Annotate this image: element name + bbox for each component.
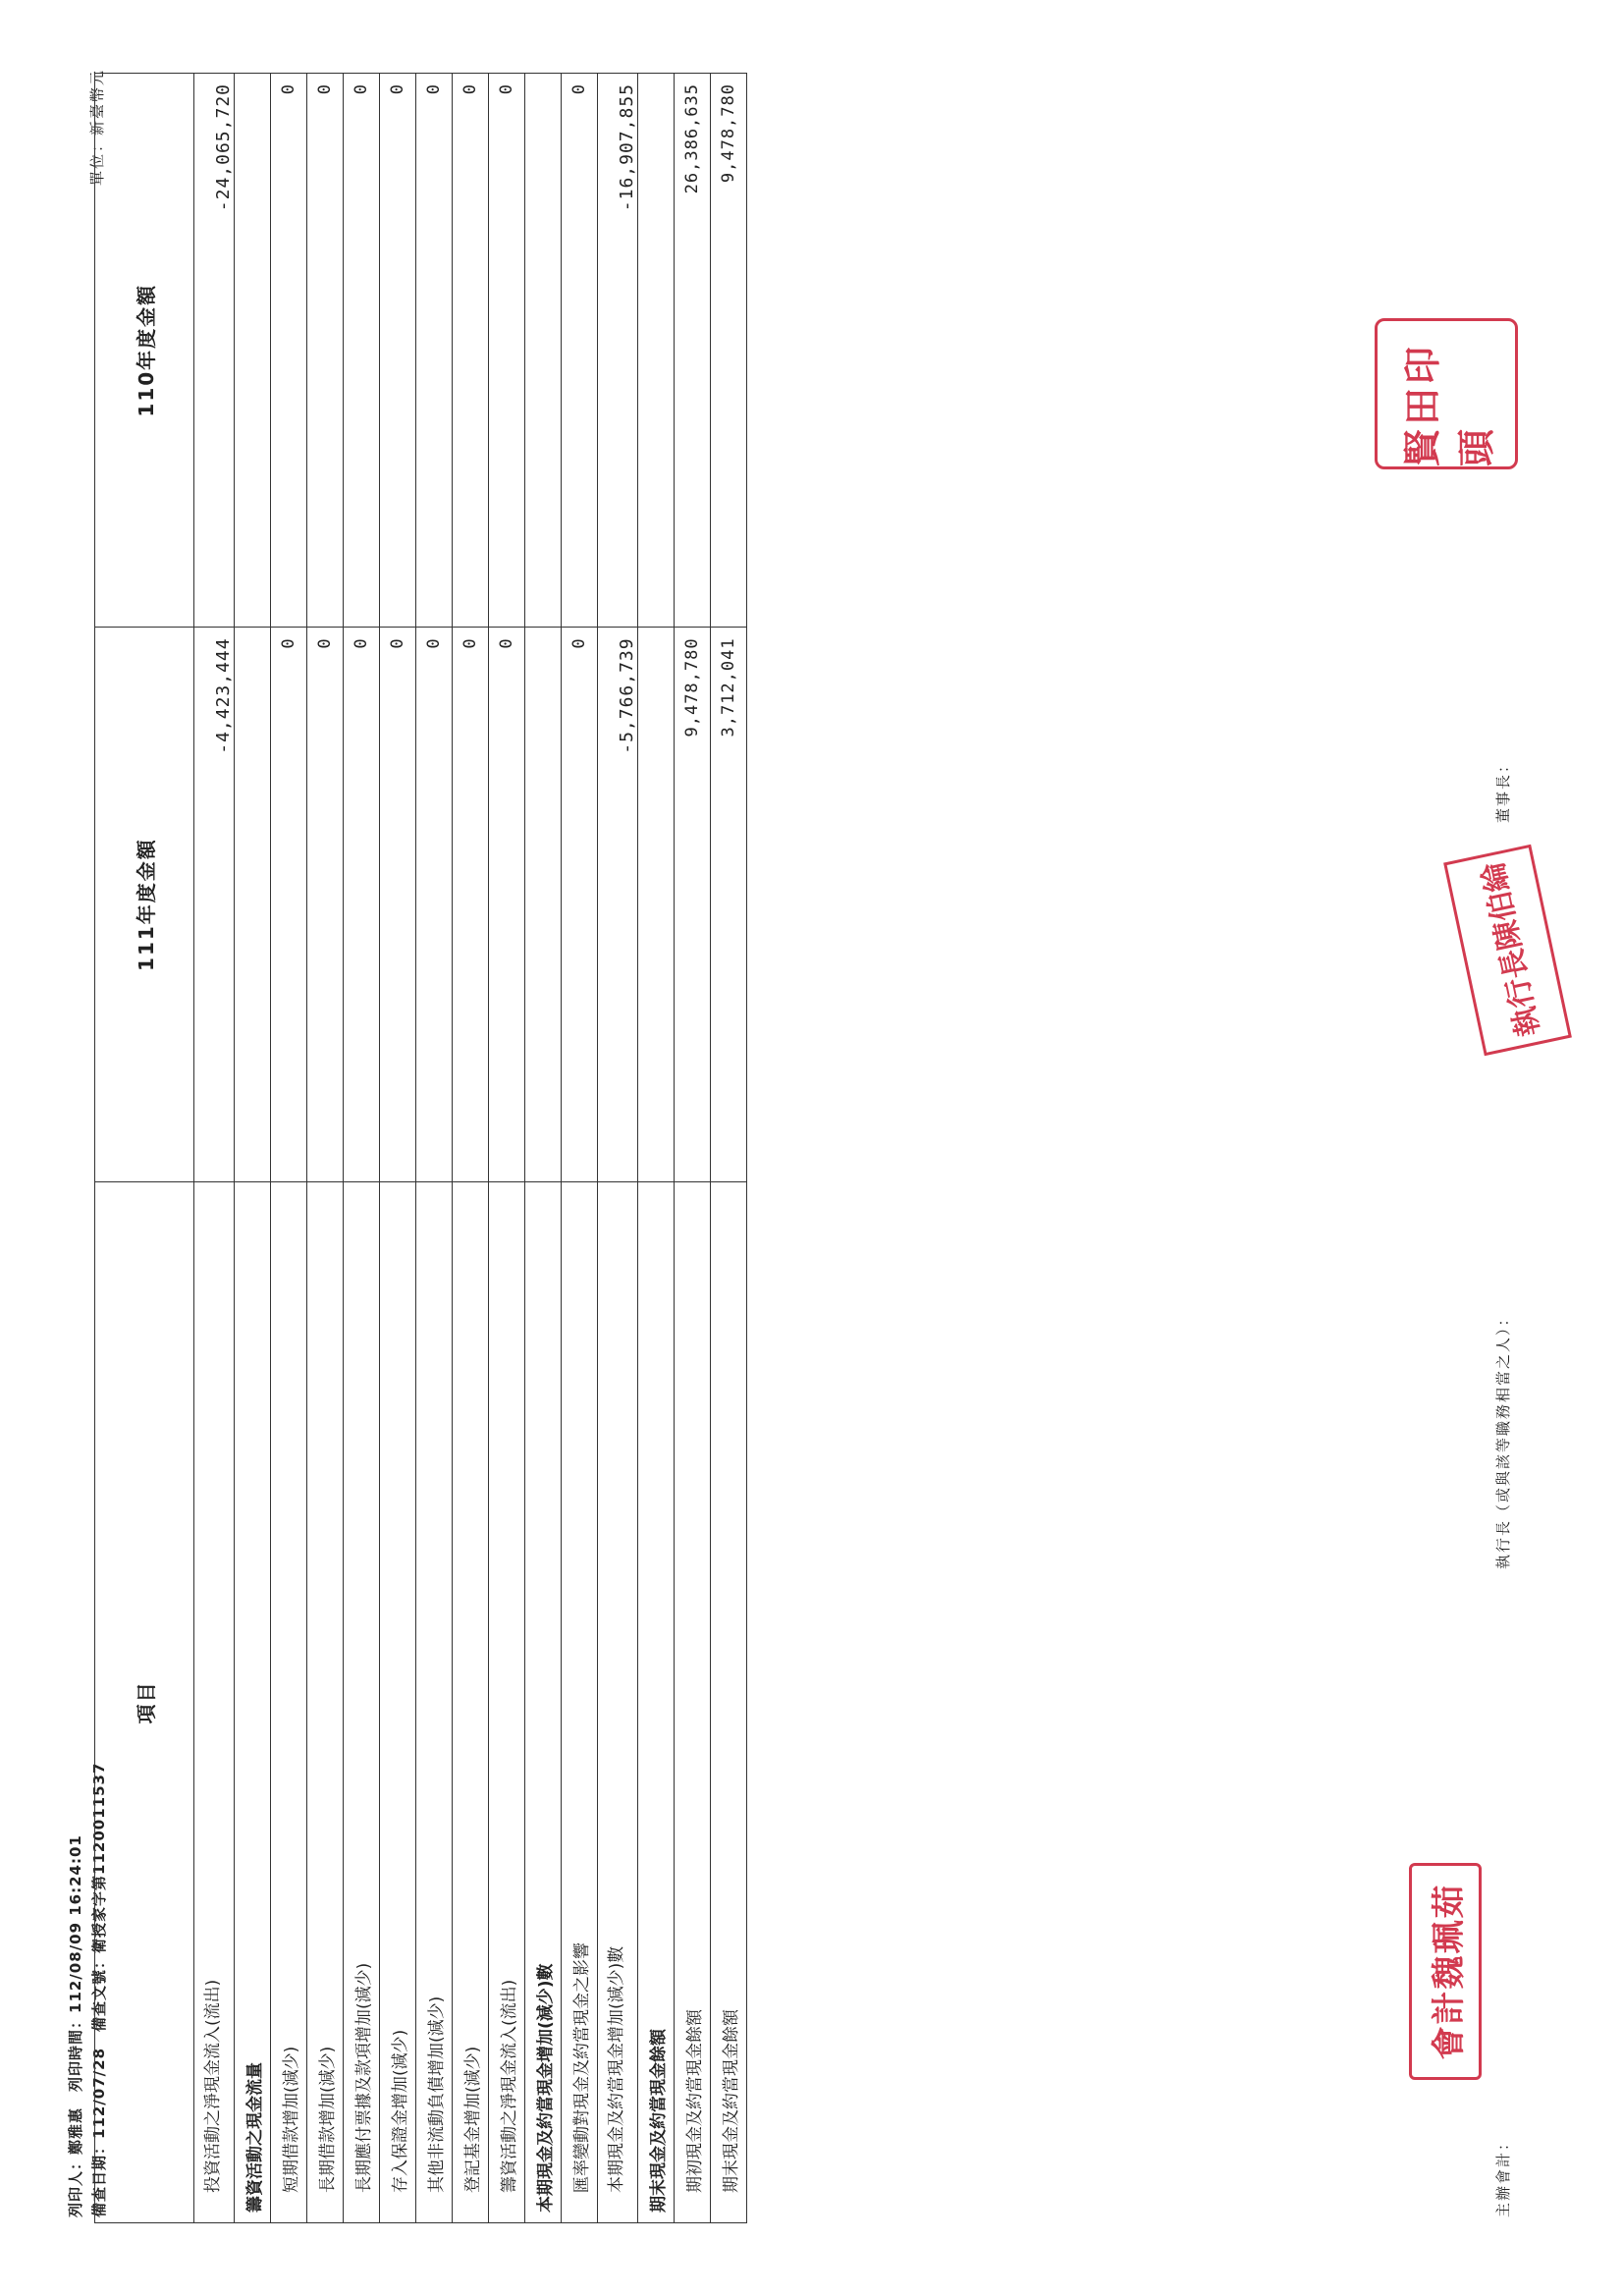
table-row (525, 74, 562, 2223)
row-value-111: -4,423,444 (194, 628, 235, 1181)
chairman-signature-label: 董事長： (1494, 755, 1512, 823)
row-value-110: -16,907,855 (598, 74, 638, 628)
row-value-110 (525, 74, 562, 628)
row-label: 短期借款增加(減少) (271, 1181, 307, 2222)
filing-info: 備查日期：112/07/28 備查文號：衛授家字第1120011537 (90, 1762, 108, 2217)
row-label: 存入保證金增加(減少) (380, 1181, 416, 2222)
row-label: 長期應付票據及款項增加(減少) (344, 1181, 380, 2222)
row-value-110: 0 (562, 74, 598, 628)
row-value-111: 0 (344, 628, 380, 1181)
row-label: 其他非流動負債增加(減少) (416, 1181, 453, 2222)
table-row (562, 74, 598, 2223)
table-row (416, 74, 453, 2223)
table-row (271, 74, 307, 2223)
row-value-110: 26,386,635 (675, 74, 711, 628)
header-110: 110年度金額 (95, 74, 194, 628)
row-label: 登記基金增加(減少) (453, 1181, 489, 2222)
ceo-signature-label: 執行長（或與該等職務相當之人）： (1494, 1309, 1512, 1569)
row-value-111 (235, 628, 271, 1181)
row-value-111: 0 (271, 628, 307, 1181)
row-value-110: -24,065,720 (194, 74, 235, 628)
cash-flow-table (94, 73, 747, 2223)
row-value-110 (235, 74, 271, 628)
table-row (235, 74, 271, 2223)
table-row (675, 74, 711, 2223)
row-value-111: 0 (380, 628, 416, 1181)
row-value-111: 3,712,041 (711, 628, 747, 1181)
row-value-110: 0 (489, 74, 525, 628)
row-label: 匯率變動對現金及約當現金之影響 (562, 1181, 598, 2222)
table-row (453, 74, 489, 2223)
row-label: 長期借款增加(減少) (307, 1181, 344, 2222)
table-header-row (95, 74, 194, 2223)
row-value-110: 0 (344, 74, 380, 628)
row-label: 籌資活動之淨現金流入(流出) (489, 1181, 525, 2222)
print-info: 列印人：鄭雅惠 列印時間：112/08/09 16:24:01 (67, 1834, 84, 2217)
row-value-110: 9,478,780 (711, 74, 747, 628)
table-row (194, 74, 235, 2223)
row-value-111: 0 (489, 628, 525, 1181)
row-value-110: 0 (416, 74, 453, 628)
row-value-111 (525, 628, 562, 1181)
header-item: 項目 (95, 1181, 194, 2222)
row-value-111: 0 (453, 628, 489, 1181)
row-label: 投資活動之淨現金流入(流出) (194, 1181, 235, 2222)
row-label: 期初現金及約當現金餘額 (675, 1181, 711, 2222)
section-heading: 本期現金及約當現金增加(減少)數 (525, 1181, 562, 2222)
chairman-seal: 賢田印頭 (1375, 318, 1518, 469)
row-value-111: 0 (562, 628, 598, 1181)
row-value-110: 0 (453, 74, 489, 628)
row-value-111: 9,478,780 (675, 628, 711, 1181)
row-value-111 (638, 628, 675, 1181)
accountant-signature-label: 主辦會計： (1494, 2133, 1512, 2217)
section-heading: 籌資活動之現金流量 (235, 1181, 271, 2222)
row-value-111: -5,766,739 (598, 628, 638, 1181)
table-row (638, 74, 675, 2223)
row-label: 期末現金及約當現金餘額 (711, 1181, 747, 2222)
ceo-seal: 執行長陳伯綸 (1443, 845, 1572, 1057)
table-row (711, 74, 747, 2223)
row-value-110: 0 (307, 74, 344, 628)
row-value-110: 0 (380, 74, 416, 628)
table-row (344, 74, 380, 2223)
table-row (307, 74, 344, 2223)
header-111: 111年度金額 (95, 628, 194, 1181)
row-value-110 (638, 74, 675, 628)
row-value-111: 0 (416, 628, 453, 1181)
row-value-110: 0 (271, 74, 307, 628)
section-heading: 期末現金及約當現金餘額 (638, 1181, 675, 2222)
table-row (380, 74, 416, 2223)
table-row (598, 74, 638, 2223)
row-label: 本期現金及約當現金增加(減少)數 (598, 1181, 638, 2222)
currency-unit: 單位：新臺幣元 (88, 69, 106, 187)
accountant-seal: 會計魏珮茹 (1409, 1863, 1482, 2080)
row-value-111: 0 (307, 628, 344, 1181)
table-row (489, 74, 525, 2223)
